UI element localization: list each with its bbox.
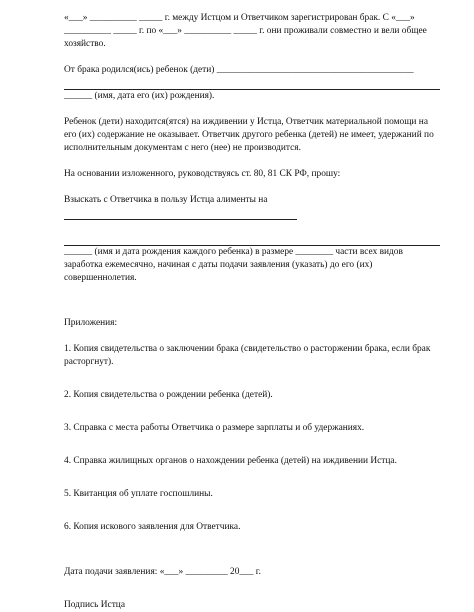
appendix-title: Приложения:	[64, 318, 118, 328]
blank-line	[64, 233, 440, 246]
paragraph-children: От брака родился(ись) ребенок (дети) __________________________________________	[64, 65, 414, 75]
appendix-item: 5. Квитанция об уплате госпошлины.	[64, 489, 213, 499]
appendix-item: 3. Справка с места работы Ответчика о размере зарплаты и об удержаниях.	[64, 423, 365, 433]
paragraph-basis: На основании изложенного, руководствуясь ст. 80, 81 СК РФ, прошу:	[64, 169, 341, 179]
paragraph-request: Взыскать с Ответчика в пользу Истца алименты на	[64, 195, 268, 205]
blank-line	[64, 77, 440, 90]
appendix-item: 6. Копия искового заявления для Ответчика.	[64, 522, 241, 532]
appendix-item: 1. Копия свидетельства о заключении брака (свидетельство о расторжении брака, если брак расторгнут).	[64, 344, 431, 367]
paragraph-children-names: ______ (имя, дата его (их) рождения).	[64, 91, 215, 101]
paragraph-dependency: Ребенок (дети) находится(ятся) на иждивении у Истца, Ответчик материальной помощи на его (их) содержание не оказывает. Ответчик другого ребенка (детей) не имеет, удержаний по исполнительным документам с него (нее) не производится.	[64, 117, 434, 153]
appendix-item: 4. Справка жилищных органов о нахождении ребенка (детей) на иждивении Истца.	[64, 456, 397, 466]
paragraph-marriage: «___» __________ _____ г. между Истцом и Ответчиком зарегистрирован брак. С «___» __________ _____ г. по «___» __________ _____ г. они проживали совместно и вели общее хозяйство.	[64, 13, 427, 49]
plaintiff-signature: Подпись Истца	[64, 600, 125, 610]
blank-line	[64, 207, 297, 220]
paragraph-alimony-amount: ______ (имя и дата рождения каждого ребенка) в размере ________ части всех видов заработка ежемесячно, начиная с даты подачи заявления (указать) до его (их) совершеннолетия.	[64, 247, 403, 283]
appendix-item: 2. Копия свидетельства о рождении ребенка (детей).	[64, 390, 273, 400]
filing-date: Дата подачи заявления: «___» _________ 20___ г.	[64, 567, 261, 577]
